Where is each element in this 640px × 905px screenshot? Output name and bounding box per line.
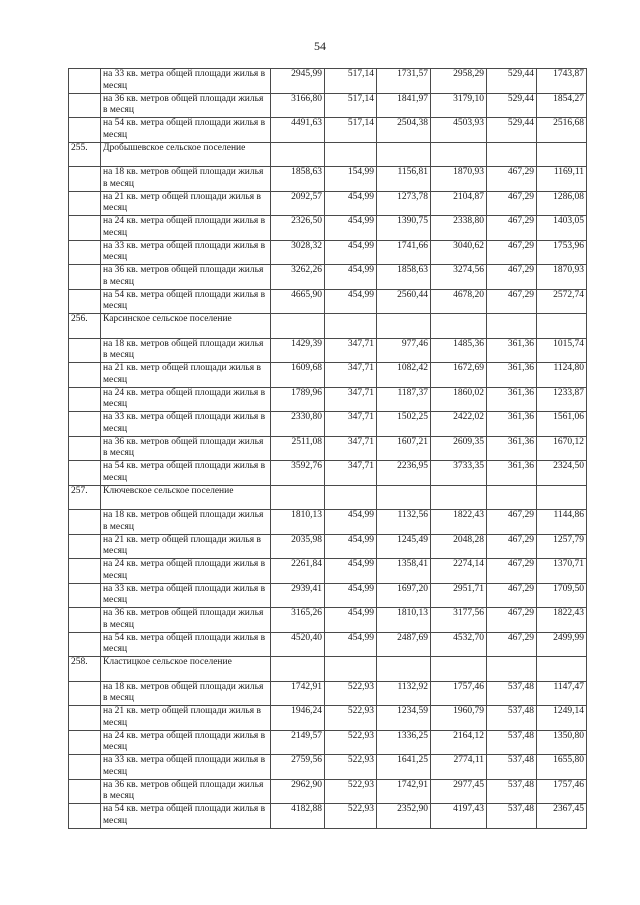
value-cell: 1822,43 (431, 510, 487, 535)
value-cell: 2572,74 (537, 289, 587, 314)
value-cell: 2092,57 (271, 191, 325, 216)
value-cell: 454,99 (325, 265, 377, 290)
value-cell: 4197,43 (431, 804, 487, 829)
value-cell: 1169,11 (537, 167, 587, 192)
row-number (69, 118, 101, 143)
value-cell: 2487,69 (377, 632, 431, 657)
value-cell: 1655,80 (537, 755, 587, 780)
value-cell: 522,93 (325, 730, 377, 755)
row-number (69, 412, 101, 437)
value-cell: 1233,87 (537, 387, 587, 412)
table-row (69, 534, 587, 559)
value-cell: 1403,05 (537, 216, 587, 241)
row-number (69, 69, 101, 94)
value-cell: 1124,80 (537, 363, 587, 388)
value-cell: 2977,45 (431, 779, 487, 804)
norm-description: на 21 кв. метр общей площади жилья в месяц (101, 534, 271, 559)
row-number (69, 583, 101, 608)
value-cell: 517,14 (325, 118, 377, 143)
value-cell: 1822,43 (537, 608, 587, 633)
row-number (69, 510, 101, 535)
value-cell: 537,48 (487, 804, 537, 829)
value-cell: 3028,32 (271, 240, 325, 265)
norm-description: на 18 кв. метров общей площади жилья в месяц (101, 510, 271, 535)
row-number (69, 216, 101, 241)
norm-description: на 54 кв. метра общей площади жилья в месяц (101, 289, 271, 314)
table-row (69, 681, 587, 706)
value-cell: 522,93 (325, 681, 377, 706)
value-cell: 1641,25 (377, 755, 431, 780)
value-cell: 1731,57 (377, 69, 431, 94)
row-number (69, 461, 101, 486)
value-cell: 537,48 (487, 681, 537, 706)
value-cell: 467,29 (487, 534, 537, 559)
value-cell: 522,93 (325, 755, 377, 780)
value-cell: 467,29 (487, 632, 537, 657)
value-cell: 1147,47 (537, 681, 587, 706)
value-cell: 1670,12 (537, 436, 587, 461)
value-cell: 2504,38 (377, 118, 431, 143)
norm-description: на 36 кв. метров общей площади жилья в месяц (101, 779, 271, 804)
row-number (69, 265, 101, 290)
table-row (69, 289, 587, 314)
value-cell: 4520,40 (271, 632, 325, 657)
value-cell: 1870,93 (431, 167, 487, 192)
value-cell: 454,99 (325, 191, 377, 216)
value-cell: 2609,35 (431, 436, 487, 461)
value-cell: 361,36 (487, 363, 537, 388)
norm-description: на 33 кв. метра общей площади жилья в месяц (101, 412, 271, 437)
norm-description: на 24 кв. метра общей площади жилья в месяц (101, 216, 271, 241)
norm-description: на 54 кв. метра общей площади жилья в месяц (101, 632, 271, 657)
value-cell: 1709,50 (537, 583, 587, 608)
row-number (69, 608, 101, 633)
value-cell: 1607,21 (377, 436, 431, 461)
value-cell: 454,99 (325, 583, 377, 608)
value-cell: 3040,62 (431, 240, 487, 265)
row-number (69, 191, 101, 216)
value-cell: 1082,42 (377, 363, 431, 388)
value-cell: 1742,91 (271, 681, 325, 706)
table-row (69, 583, 587, 608)
value-cell: 537,48 (487, 730, 537, 755)
value-cell (537, 485, 587, 510)
table-row (69, 93, 587, 118)
row-number (69, 632, 101, 657)
value-cell: 1245,49 (377, 534, 431, 559)
row-number (69, 167, 101, 192)
norm-description: на 33 кв. метра общей площади жилья в месяц (101, 240, 271, 265)
value-cell: 2164,12 (431, 730, 487, 755)
value-cell: 3592,76 (271, 461, 325, 486)
value-cell: 2499,99 (537, 632, 587, 657)
value-cell: 154,99 (325, 167, 377, 192)
value-cell: 1358,41 (377, 559, 431, 584)
value-cell: 467,29 (487, 289, 537, 314)
table-row (69, 755, 587, 780)
value-cell: 522,93 (325, 804, 377, 829)
norm-description: на 54 кв. метра общей площади жилья в месяц (101, 118, 271, 143)
value-cell: 3179,10 (431, 93, 487, 118)
table-row (69, 706, 587, 731)
value-cell: 467,29 (487, 608, 537, 633)
table-row (69, 216, 587, 241)
norm-description: на 18 кв. метров общей площади жилья в месяц (101, 681, 271, 706)
value-cell: 1741,66 (377, 240, 431, 265)
value-cell: 2338,80 (431, 216, 487, 241)
row-number: 255. (69, 142, 101, 167)
value-cell: 1485,36 (431, 338, 487, 363)
norm-description: на 33 кв. метра общей площади жилья в месяц (101, 583, 271, 608)
norm-description: на 18 кв. метров общей площади жилья в месяц (101, 167, 271, 192)
value-cell: 347,71 (325, 363, 377, 388)
value-cell: 2035,98 (271, 534, 325, 559)
value-cell: 1672,69 (431, 363, 487, 388)
value-cell: 2516,68 (537, 118, 587, 143)
value-cell: 1743,87 (537, 69, 587, 94)
table-row (69, 167, 587, 192)
value-cell: 4491,63 (271, 118, 325, 143)
norm-description: на 21 кв. метр общей площади жилья в месяц (101, 363, 271, 388)
row-number (69, 804, 101, 829)
value-cell: 1350,80 (537, 730, 587, 755)
row-number (69, 93, 101, 118)
settlement-name: Ключевское сельское поселение (101, 485, 271, 510)
value-cell: 1854,27 (537, 93, 587, 118)
value-cell: 2958,29 (431, 69, 487, 94)
value-cell: 454,99 (325, 559, 377, 584)
value-cell (487, 314, 537, 339)
value-cell: 4182,88 (271, 804, 325, 829)
value-cell: 454,99 (325, 608, 377, 633)
table-row (69, 632, 587, 657)
value-cell: 1132,56 (377, 510, 431, 535)
value-cell: 537,48 (487, 706, 537, 731)
row-number (69, 681, 101, 706)
value-cell: 529,44 (487, 69, 537, 94)
value-cell: 1561,06 (537, 412, 587, 437)
value-cell: 1757,46 (537, 779, 587, 804)
row-number (69, 779, 101, 804)
table-row (69, 338, 587, 363)
settlement-name: Дробышевское сельское поселение (101, 142, 271, 167)
row-number (69, 706, 101, 731)
table-row (69, 779, 587, 804)
norm-description: на 33 кв. метра общей площади жилья в месяц (101, 755, 271, 780)
value-cell: 4503,93 (431, 118, 487, 143)
value-cell (431, 142, 487, 167)
value-cell: 1789,96 (271, 387, 325, 412)
value-cell: 467,29 (487, 510, 537, 535)
value-cell: 2149,57 (271, 730, 325, 755)
value-cell: 1742,91 (377, 779, 431, 804)
value-cell: 529,44 (487, 93, 537, 118)
norm-description: на 36 кв. метров общей площади жилья в месяц (101, 608, 271, 633)
settlement-name: Кластицкое сельское поселение (101, 657, 271, 682)
table-body (69, 69, 587, 829)
row-number: 257. (69, 485, 101, 510)
value-cell (377, 485, 431, 510)
value-cell: 1370,71 (537, 559, 587, 584)
value-cell: 361,36 (487, 387, 537, 412)
value-cell: 347,71 (325, 387, 377, 412)
value-cell: 2104,87 (431, 191, 487, 216)
value-cell: 2939,41 (271, 583, 325, 608)
value-cell: 454,99 (325, 289, 377, 314)
value-cell (325, 314, 377, 339)
value-cell: 2774,11 (431, 755, 487, 780)
norm-description: на 33 кв. метра общей площади жилья в месяц (101, 69, 271, 94)
value-cell: 2330,80 (271, 412, 325, 437)
value-cell (377, 314, 431, 339)
value-cell (487, 657, 537, 682)
value-cell: 537,48 (487, 755, 537, 780)
value-cell (537, 657, 587, 682)
value-cell: 1132,92 (377, 681, 431, 706)
row-number (69, 534, 101, 559)
value-cell: 1390,75 (377, 216, 431, 241)
value-cell: 1810,13 (271, 510, 325, 535)
value-cell (325, 142, 377, 167)
table-row (69, 191, 587, 216)
value-cell: 2511,08 (271, 436, 325, 461)
value-cell: 467,29 (487, 240, 537, 265)
value-cell: 1858,63 (271, 167, 325, 192)
value-cell: 522,93 (325, 779, 377, 804)
value-cell: 1234,59 (377, 706, 431, 731)
norm-description: на 18 кв. метров общей площади жилья в месяц (101, 338, 271, 363)
section-row (69, 142, 587, 167)
value-cell: 2367,45 (537, 804, 587, 829)
value-cell: 522,93 (325, 706, 377, 731)
value-cell: 3733,35 (431, 461, 487, 486)
value-cell (487, 485, 537, 510)
value-cell: 467,29 (487, 191, 537, 216)
value-cell: 1860,02 (431, 387, 487, 412)
value-cell (271, 657, 325, 682)
value-cell: 454,99 (325, 216, 377, 241)
value-cell: 1757,46 (431, 681, 487, 706)
value-cell: 537,48 (487, 779, 537, 804)
value-cell: 347,71 (325, 338, 377, 363)
row-number (69, 240, 101, 265)
value-cell: 1187,37 (377, 387, 431, 412)
table-row (69, 436, 587, 461)
value-cell: 347,71 (325, 436, 377, 461)
row-number (69, 363, 101, 388)
value-cell: 1144,86 (537, 510, 587, 535)
value-cell (537, 142, 587, 167)
norm-description: на 54 кв. метра общей площади жилья в месяц (101, 461, 271, 486)
table-row (69, 730, 587, 755)
value-cell (325, 657, 377, 682)
value-cell: 1429,39 (271, 338, 325, 363)
table-row (69, 387, 587, 412)
value-cell: 2261,84 (271, 559, 325, 584)
value-cell (431, 657, 487, 682)
value-cell: 1336,25 (377, 730, 431, 755)
norm-description: на 36 кв. метров общей площади жилья в месяц (101, 93, 271, 118)
value-cell: 1273,78 (377, 191, 431, 216)
settlement-name: Карсинское сельское поселение (101, 314, 271, 339)
value-cell: 3262,26 (271, 265, 325, 290)
value-cell (487, 142, 537, 167)
section-row (69, 314, 587, 339)
table-row (69, 461, 587, 486)
value-cell: 1502,25 (377, 412, 431, 437)
table-row (69, 804, 587, 829)
value-cell (271, 142, 325, 167)
norm-description: на 24 кв. метра общей площади жилья в месяц (101, 730, 271, 755)
value-cell: 361,36 (487, 412, 537, 437)
value-cell: 467,29 (487, 216, 537, 241)
value-cell: 1697,20 (377, 583, 431, 608)
value-cell: 2324,50 (537, 461, 587, 486)
value-cell: 454,99 (325, 534, 377, 559)
value-cell: 3166,80 (271, 93, 325, 118)
norm-description: на 21 кв. метр общей площади жилья в месяц (101, 191, 271, 216)
value-cell: 1870,93 (537, 265, 587, 290)
value-cell: 1858,63 (377, 265, 431, 290)
section-row (69, 657, 587, 682)
row-number (69, 436, 101, 461)
value-cell: 467,29 (487, 265, 537, 290)
value-cell: 361,36 (487, 461, 537, 486)
table-row (69, 559, 587, 584)
value-cell: 467,29 (487, 583, 537, 608)
table-row (69, 118, 587, 143)
value-cell (377, 142, 431, 167)
value-cell: 454,99 (325, 632, 377, 657)
value-cell: 517,14 (325, 69, 377, 94)
row-number: 256. (69, 314, 101, 339)
value-cell: 4678,20 (431, 289, 487, 314)
value-cell: 454,99 (325, 240, 377, 265)
norm-description: на 24 кв. метра общей площади жилья в месяц (101, 387, 271, 412)
table-row (69, 265, 587, 290)
table-row (69, 608, 587, 633)
table-row (69, 240, 587, 265)
row-number (69, 289, 101, 314)
value-cell: 361,36 (487, 436, 537, 461)
value-cell: 2759,56 (271, 755, 325, 780)
value-cell: 4665,90 (271, 289, 325, 314)
value-cell: 1753,96 (537, 240, 587, 265)
value-cell: 1249,14 (537, 706, 587, 731)
value-cell: 2560,44 (377, 289, 431, 314)
norm-description: на 21 кв. метр общей площади жилья в месяц (101, 706, 271, 731)
value-cell: 467,29 (487, 559, 537, 584)
norm-description: на 36 кв. метров общей площади жилья в месяц (101, 265, 271, 290)
value-cell: 3165,26 (271, 608, 325, 633)
value-cell: 1946,24 (271, 706, 325, 731)
value-cell: 517,14 (325, 93, 377, 118)
table-row (69, 363, 587, 388)
value-cell: 467,29 (487, 167, 537, 192)
value-cell: 2236,95 (377, 461, 431, 486)
tariff-table (68, 68, 587, 829)
value-cell: 2048,28 (431, 534, 487, 559)
value-cell: 2352,90 (377, 804, 431, 829)
value-cell: 361,36 (487, 338, 537, 363)
value-cell: 347,71 (325, 461, 377, 486)
page-number: 54 (314, 39, 326, 53)
value-cell (271, 485, 325, 510)
table-row (69, 510, 587, 535)
value-cell: 1257,79 (537, 534, 587, 559)
value-cell: 1286,08 (537, 191, 587, 216)
value-cell: 2945,99 (271, 69, 325, 94)
value-cell: 347,71 (325, 412, 377, 437)
value-cell: 2422,02 (431, 412, 487, 437)
table-row (69, 412, 587, 437)
value-cell: 1015,74 (537, 338, 587, 363)
section-row (69, 485, 587, 510)
value-cell: 2326,50 (271, 216, 325, 241)
value-cell: 1810,13 (377, 608, 431, 633)
value-cell: 3177,56 (431, 608, 487, 633)
value-cell: 1609,68 (271, 363, 325, 388)
value-cell: 2962,90 (271, 779, 325, 804)
value-cell: 4532,70 (431, 632, 487, 657)
value-cell: 1156,81 (377, 167, 431, 192)
value-cell (325, 485, 377, 510)
value-cell (271, 314, 325, 339)
row-number (69, 755, 101, 780)
table-row (69, 69, 587, 94)
value-cell (537, 314, 587, 339)
value-cell (431, 314, 487, 339)
value-cell: 977,46 (377, 338, 431, 363)
row-number (69, 338, 101, 363)
row-number: 258. (69, 657, 101, 682)
norm-description: на 54 кв. метра общей площади жилья в месяц (101, 804, 271, 829)
value-cell: 1841,97 (377, 93, 431, 118)
value-cell: 529,44 (487, 118, 537, 143)
value-cell (377, 657, 431, 682)
row-number (69, 559, 101, 584)
value-cell: 2951,71 (431, 583, 487, 608)
row-number (69, 387, 101, 412)
value-cell: 454,99 (325, 510, 377, 535)
value-cell: 2274,14 (431, 559, 487, 584)
value-cell: 3274,56 (431, 265, 487, 290)
norm-description: на 24 кв. метра общей площади жилья в месяц (101, 559, 271, 584)
value-cell: 1960,79 (431, 706, 487, 731)
value-cell (431, 485, 487, 510)
row-number (69, 730, 101, 755)
norm-description: на 36 кв. метров общей площади жилья в месяц (101, 436, 271, 461)
